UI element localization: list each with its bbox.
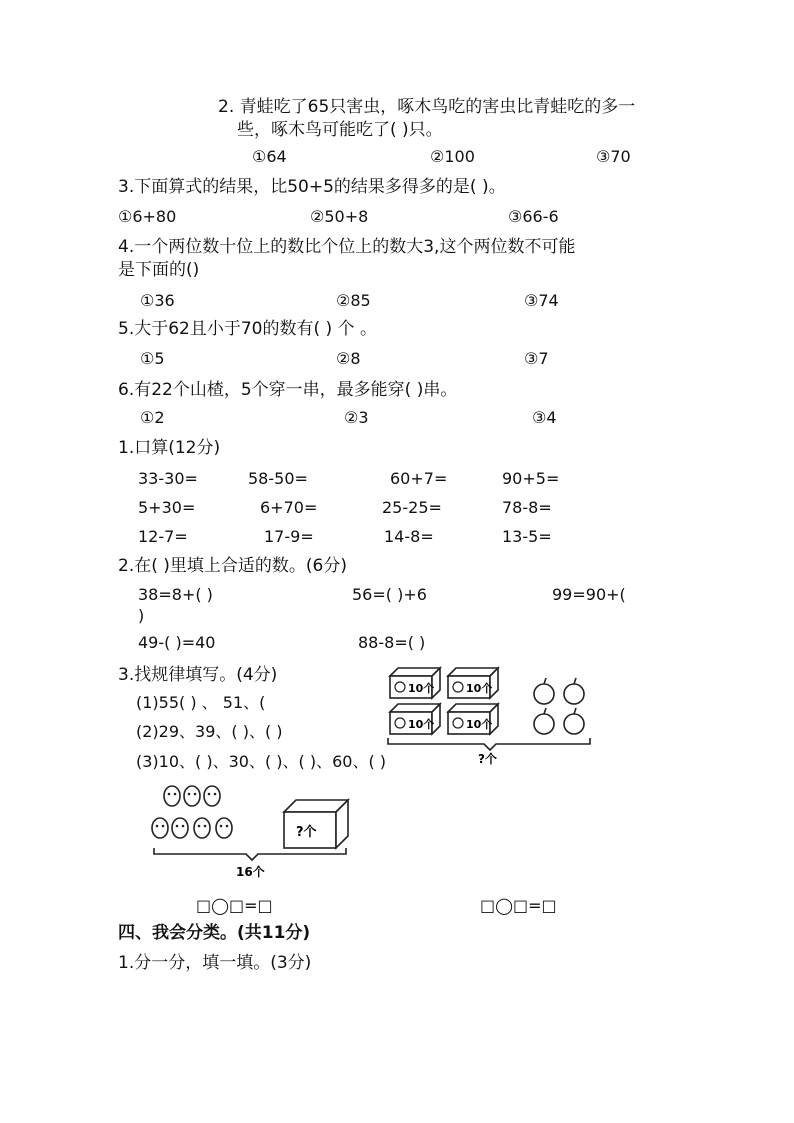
- fill-item-1: 38=8+( ): [138, 585, 213, 604]
- q2-option-1: ①64: [252, 147, 287, 166]
- calc-r3c4: 13-5=: [502, 527, 552, 546]
- fill-item-3: 99=90+(: [552, 585, 626, 604]
- left-box-label: ?个: [296, 825, 317, 840]
- oral-calc-title: 1.口算(12分): [118, 438, 221, 458]
- q4-line1: 4.一个两位数十位上的数比个位上的数大3,这个两位数不可能: [118, 237, 576, 257]
- calc-r1c2: 58-50=: [248, 469, 308, 488]
- calc-r2c1: 5+30=: [138, 498, 196, 517]
- box-label-4: 10个: [466, 718, 493, 731]
- right-total-label: ?个: [478, 752, 497, 766]
- q5-text: 5.大于62且小于70的数有( ) 个 。: [118, 319, 377, 339]
- q6-option-2: ②3: [344, 408, 369, 427]
- section-4-subtitle: 1.分一分，填一填。(3分): [118, 953, 312, 973]
- q4-option-3: ③74: [524, 291, 559, 310]
- left-total-label: 16个: [236, 865, 265, 879]
- q6-text: 6.有22个山楂，5个穿一串，最多能穿( )串。: [118, 380, 458, 400]
- equation-template-left: □◯□=□: [196, 896, 273, 915]
- calc-r3c1: 12-7=: [138, 527, 188, 546]
- calc-r2c3: 25-25=: [382, 498, 442, 517]
- q2-line2: 些，啄木鸟可能吃了( )只。: [237, 120, 443, 140]
- fill-item-5: 88-8=( ): [358, 633, 426, 652]
- calc-r1c1: 33-30=: [138, 469, 198, 488]
- section-4-title: 四、我会分类。(共11分): [118, 923, 311, 943]
- box-label-2: 10个: [466, 682, 493, 695]
- pattern-title: 3.找规律填写。(4分): [118, 665, 278, 685]
- fill-item-3-wrap: ): [138, 606, 145, 625]
- q2-option-3: ③70: [596, 147, 631, 166]
- calc-r1c4: 90+5=: [502, 469, 560, 488]
- boxes-apples-picture: [384, 664, 594, 766]
- fill-item-2: 56=( )+6: [352, 585, 427, 604]
- fill-item-4: 49-( )=40: [138, 633, 216, 652]
- q3-option-3: ③66-6: [508, 207, 559, 226]
- q5-option-1: ①5: [140, 349, 165, 368]
- q2-line1: 2. 青蛙吃了65只害虫，啄木鸟吃的害虫比青蛙吃的多一: [218, 97, 636, 117]
- q5-option-2: ②8: [336, 349, 361, 368]
- pattern-line-3: (3)10、( )、30、( )、( )、60、( ): [136, 752, 387, 771]
- q6-option-1: ①2: [140, 408, 165, 427]
- box-label-3: 10个: [408, 718, 435, 731]
- calc-r3c2: 17-9=: [264, 527, 314, 546]
- pattern-line-1: (1)55( ) 、 51、(: [136, 693, 266, 712]
- calc-r1c3: 60+7=: [390, 469, 448, 488]
- q4-option-1: ①36: [140, 291, 175, 310]
- calc-r2c2: 6+70=: [260, 498, 318, 517]
- fruits-box-picture: [150, 782, 360, 882]
- calc-r2c4: 78-8=: [502, 498, 552, 517]
- q2-option-2: ②100: [430, 147, 475, 166]
- calc-r3c3: 14-8=: [384, 527, 434, 546]
- box-label-1: 10个: [408, 682, 435, 695]
- q4-line2: 是下面的(): [118, 260, 200, 280]
- q3-text: 3.下面算式的结果，比50+5的结果多得多的是( )。: [118, 177, 506, 197]
- q3-option-1: ①6+80: [118, 207, 177, 226]
- fill-title: 2.在( )里填上合适的数。(6分): [118, 556, 347, 576]
- q5-option-3: ③7: [524, 349, 549, 368]
- q3-option-2: ②50+8: [310, 207, 369, 226]
- equation-template-right: □◯□=□: [480, 896, 557, 915]
- q6-option-3: ③4: [532, 408, 557, 427]
- pattern-line-2: (2)29、39、( )、( ): [136, 722, 283, 741]
- q4-option-2: ②85: [336, 291, 371, 310]
